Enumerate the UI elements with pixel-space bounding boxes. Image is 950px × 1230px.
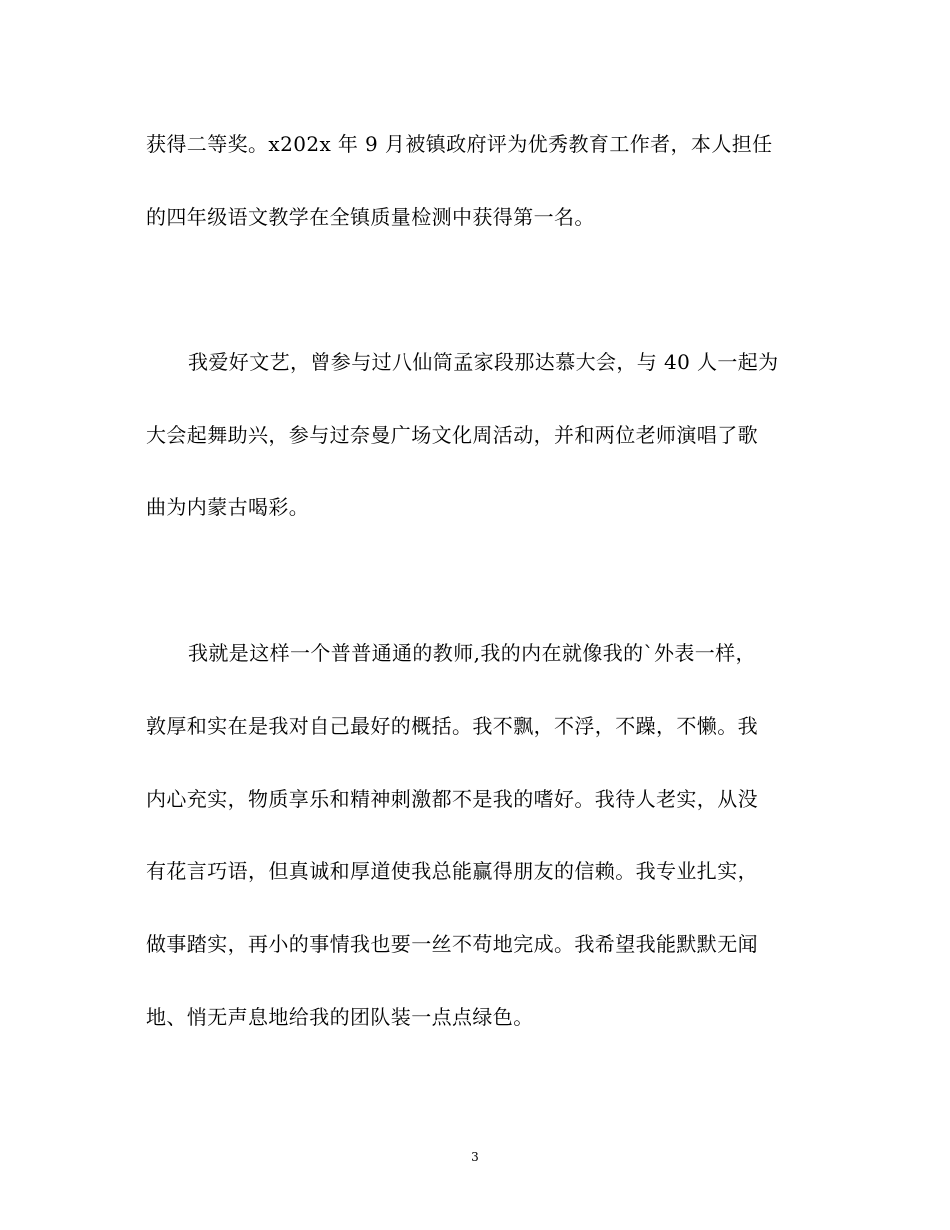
paragraph-1-line-2: 的四年级语文教学在全镇质量检测中获得第一名。 <box>146 205 595 229</box>
page-number: 3 <box>471 1150 479 1164</box>
paragraph-3-line-6: 地、悄无声息地给我的团队装一点点绿色。 <box>146 1005 534 1029</box>
paragraph-3-line-5: 做事踏实，再小的事情我也要一丝不苟地完成。我希望我能默默无闻 <box>146 932 758 956</box>
paragraph-2-line-2: 大会起舞助兴，参与过奈曼广场文化周活动，并和两位老师演唱了歌 <box>146 423 758 447</box>
paragraph-2-line-3: 曲为内蒙古喝彩。 <box>146 495 310 519</box>
paragraph-1-line-1: 获得二等奖。x202x 年 9 月被镇政府评为优秀教育工作者，本人担任 <box>146 132 773 156</box>
paragraph-2-line-1: 我爱好文艺，曾参与过八仙筒孟家段那达慕大会，与 40 人一起为 <box>188 350 779 374</box>
paragraph-3-line-3: 内心充实，物质享乐和精神刺激都不是我的嗜好。我待人老实，从没 <box>146 787 758 811</box>
paragraph-3-line-1: 我就是这样一个普普通通的教师,我的内在就像我的`外表一样， <box>188 641 756 665</box>
paragraph-3-line-4: 有花言巧语，但真诚和厚道使我总能赢得朋友的信赖。我专业扎实， <box>146 859 758 883</box>
paragraph-3-line-2: 敦厚和实在是我对自己最好的概括。我不飘，不浮，不躁，不懒。我 <box>146 714 758 738</box>
